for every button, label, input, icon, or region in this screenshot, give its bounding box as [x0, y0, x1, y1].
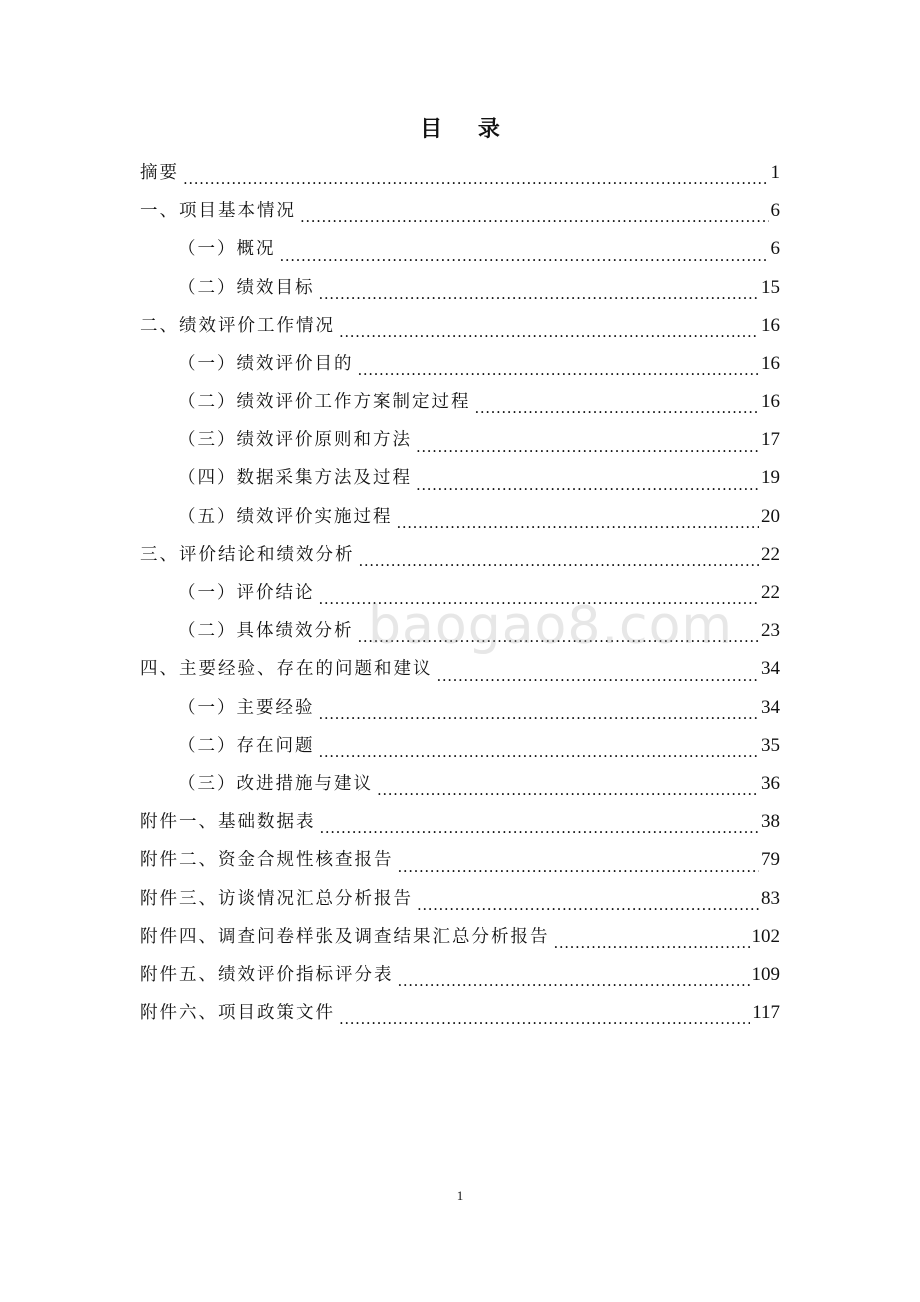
toc-entry[interactable] [140, 269, 780, 307]
toc-entry-page: 1 [770, 161, 780, 183]
toc-dot-leader [319, 727, 760, 765]
toc-entry[interactable] [140, 650, 780, 688]
toc-entry-label: （四）数据采集方法及过程 [178, 468, 412, 489]
toc-dot-leader [554, 918, 750, 956]
toc-entry-page: 22 [761, 582, 780, 604]
toc-entry-label: （五）绩效评价实施过程 [178, 506, 393, 527]
toc-dot-leader [416, 460, 759, 498]
toc-entry-page: 117 [752, 1002, 780, 1024]
toc-entry[interactable] [140, 612, 780, 650]
toc-entry-label: （一）主要经验 [178, 697, 315, 718]
toc-entry[interactable] [140, 841, 780, 879]
toc-entry-page: 23 [761, 620, 780, 642]
toc-dot-leader [319, 269, 760, 307]
toc-dot-leader [358, 345, 760, 383]
toc-entry-label: （二）具体绩效分析 [178, 621, 354, 642]
toc-entry-label: 附件一、基础数据表 [140, 812, 316, 833]
toc-entry[interactable] [140, 765, 780, 803]
toc-dot-leader [183, 154, 769, 192]
toc-dot-leader [339, 994, 750, 1032]
toc-entry[interactable] [140, 994, 780, 1032]
toc-entry-page: 36 [761, 772, 780, 794]
toc-entry-label: 摘要 [140, 162, 179, 183]
toc-entry-label: （一）评价结论 [178, 583, 315, 604]
toc-entry-page: 15 [761, 276, 780, 298]
page-number: 1 [456, 1188, 464, 1203]
toc-entry[interactable] [140, 307, 780, 345]
toc-entry-page: 35 [761, 734, 780, 756]
toc-dot-leader [300, 192, 769, 230]
toc-entry-label: （一）绩效评价目的 [178, 353, 354, 374]
toc-entry-label: （三）改进措施与建议 [178, 773, 373, 794]
toc-entry[interactable] [140, 383, 780, 421]
toc-entry-page: 79 [761, 849, 780, 871]
toc-entry-label: （二）绩效目标 [178, 277, 315, 298]
toc-dot-leader [339, 307, 759, 345]
toc-dot-leader [397, 498, 760, 536]
watermark: baogao8.com [368, 596, 734, 656]
toc-entry-page: 38 [761, 811, 780, 833]
toc-entry-page: 6 [770, 200, 780, 222]
toc-entry[interactable] [140, 880, 780, 918]
toc-entry-label: 一、项目基本情况 [140, 201, 296, 222]
toc-dot-leader [416, 421, 759, 459]
toc-entry[interactable] [140, 574, 780, 612]
toc-entry[interactable] [140, 230, 780, 268]
toc-entry-page: 83 [761, 887, 780, 909]
toc-entry-label: 附件二、资金合规性核查报告 [140, 850, 394, 871]
toc-entry[interactable] [140, 727, 780, 765]
toc-dot-leader [320, 803, 760, 841]
toc-entry-label: 附件三、访谈情况汇总分析报告 [140, 888, 413, 909]
toc-entry[interactable] [140, 918, 780, 956]
toc-entry-label: 附件六、项目政策文件 [140, 1003, 335, 1024]
toc-dot-leader [417, 880, 759, 918]
toc-entry-page: 19 [761, 467, 780, 489]
toc-entry-page: 17 [761, 429, 780, 451]
toc-title: 目 录 [420, 117, 514, 142]
toc-dot-leader [359, 536, 760, 574]
toc-entry-label: 附件四、调查问卷样张及调查结果汇总分析报告 [140, 926, 550, 947]
toc-entry[interactable] [140, 154, 780, 192]
toc-entry-label: 二、绩效评价工作情况 [140, 315, 335, 336]
toc-entry-page: 16 [761, 391, 780, 413]
toc-dot-leader [280, 230, 769, 268]
toc-entry-page: 6 [770, 238, 780, 260]
toc-entry-page: 20 [761, 505, 780, 527]
toc-dot-leader [475, 383, 760, 421]
toc-entry-page: 16 [761, 314, 780, 336]
toc-entry-page: 34 [761, 696, 780, 718]
toc-dot-leader [319, 689, 760, 727]
toc-entry-page: 16 [761, 352, 780, 374]
toc-dot-leader [358, 612, 760, 650]
table-of-contents [140, 154, 780, 1032]
toc-entry-label: （二）存在问题 [178, 735, 315, 756]
toc-entry-label: 附件五、绩效评价指标评分表 [140, 964, 394, 985]
toc-entry-label: 四、主要经验、存在的问题和建议 [140, 659, 433, 680]
toc-entry[interactable] [140, 498, 780, 536]
toc-entry-page: 34 [761, 658, 780, 680]
toc-dot-leader [398, 841, 760, 879]
toc-dot-leader [437, 650, 760, 688]
toc-entry[interactable] [140, 803, 780, 841]
toc-entry[interactable] [140, 192, 780, 230]
toc-entry[interactable] [140, 536, 780, 574]
toc-dot-leader [398, 956, 750, 994]
toc-dot-leader [319, 574, 760, 612]
toc-entry-label: （三）绩效评价原则和方法 [178, 430, 412, 451]
toc-entry[interactable] [140, 460, 780, 498]
toc-dot-leader [377, 765, 759, 803]
toc-entry-label: （二）绩效评价工作方案制定过程 [178, 392, 471, 413]
toc-entry-page: 102 [751, 925, 780, 947]
toc-entry[interactable] [140, 345, 780, 383]
toc-entry-label: （一）概况 [178, 239, 276, 260]
toc-entry[interactable] [140, 689, 780, 727]
toc-entry-label: 三、评价结论和绩效分析 [140, 544, 355, 565]
toc-entry-page: 109 [751, 963, 780, 985]
toc-entry[interactable] [140, 421, 780, 459]
toc-entry[interactable] [140, 956, 780, 994]
toc-entry-page: 22 [761, 543, 780, 565]
